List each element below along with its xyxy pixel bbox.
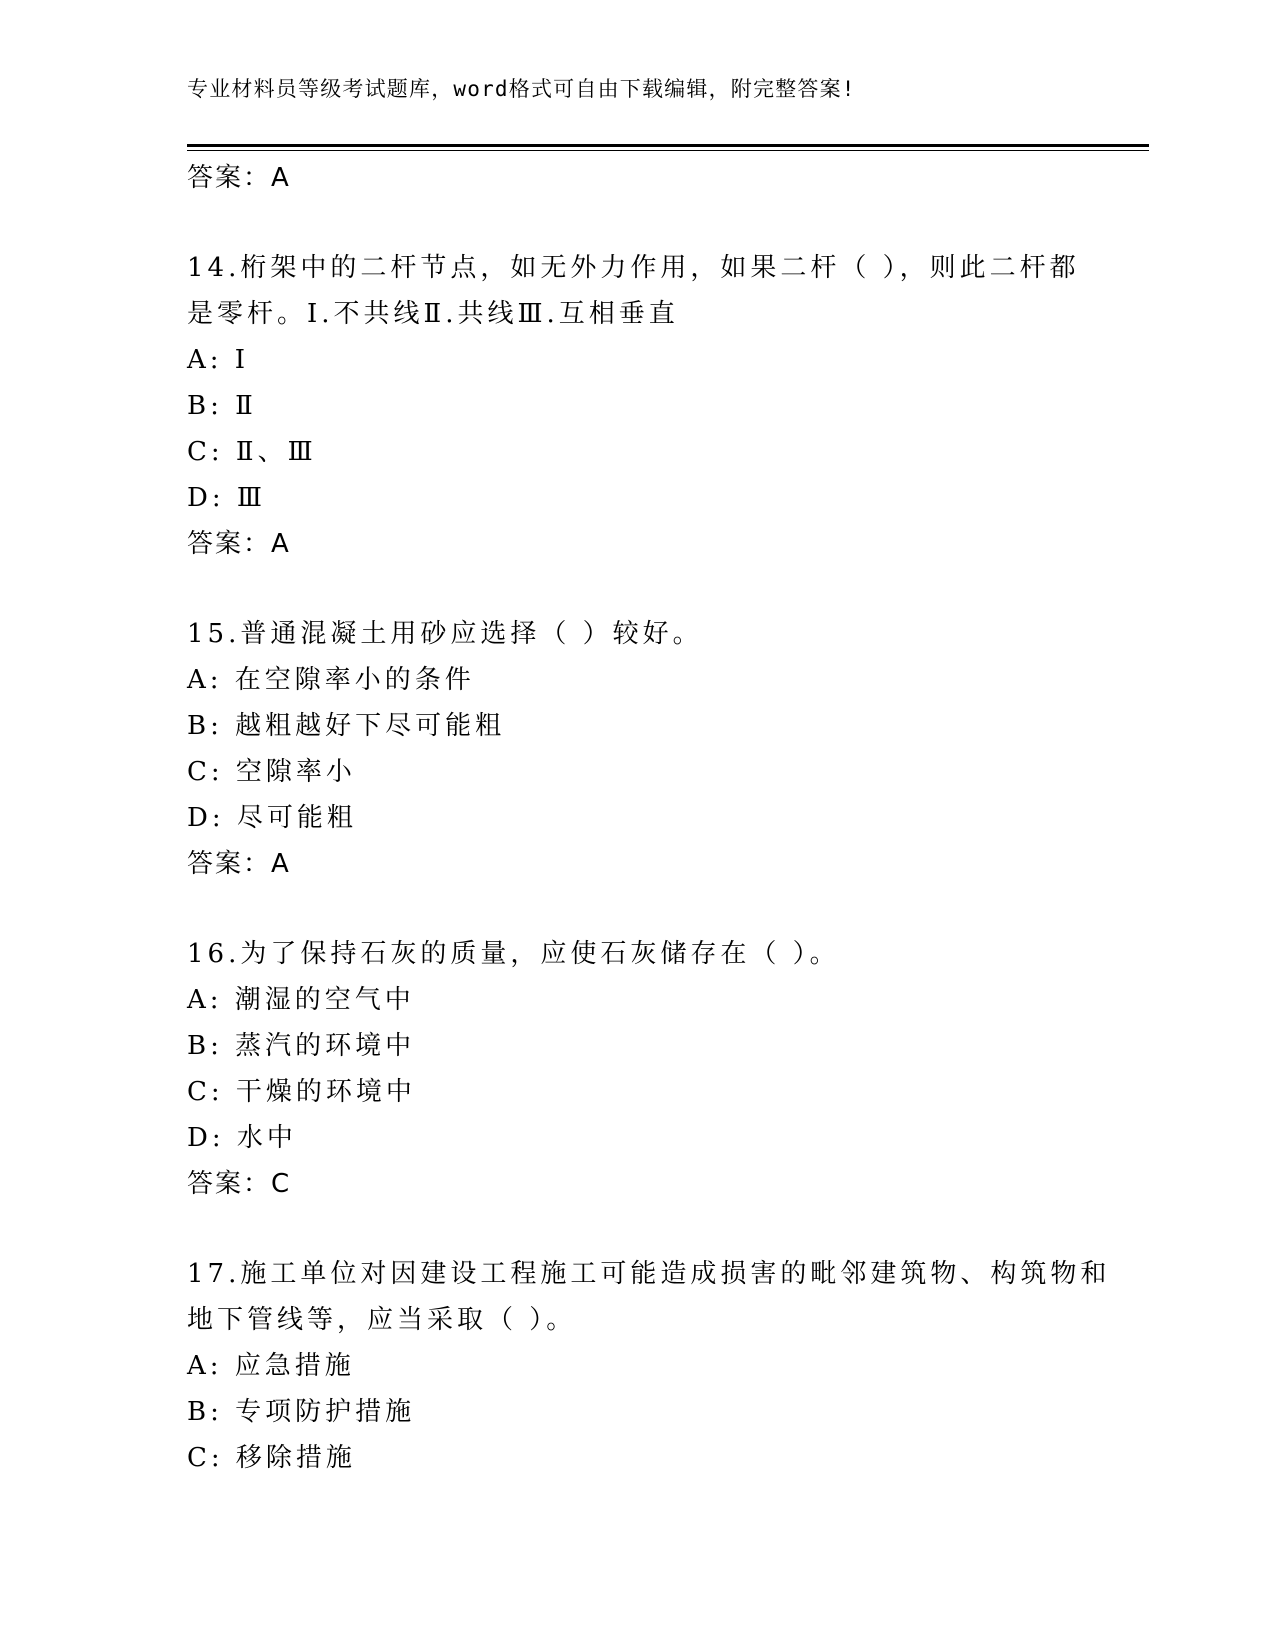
question-stem-line: 14.桁架中的二杆节点，如无外力作用，如果二杆（ ），则此二杆都 xyxy=(187,253,1080,283)
question-17 xyxy=(187,1251,1111,1481)
option-c: C: 干燥的环境中 xyxy=(187,1077,416,1107)
question-stem-line: 是零杆。I.不共线Ⅱ.共线Ⅲ.互相垂直 xyxy=(187,299,679,329)
header-divider-thin xyxy=(187,150,1149,151)
option-d: D: Ⅲ xyxy=(187,483,266,513)
question-15 xyxy=(187,611,1087,887)
option-b: B: 蒸汽的环境中 xyxy=(187,1031,416,1061)
option-c: C: 空隙率小 xyxy=(187,757,356,787)
option-a: A: I xyxy=(187,345,250,375)
question-stem-line: 17.施工单位对因建设工程施工可能造成损害的毗邻建筑物、构筑物和 xyxy=(187,1259,1111,1289)
option-c: C: Ⅱ、Ⅲ xyxy=(187,437,317,467)
option-a: A: 应急措施 xyxy=(187,1351,355,1381)
question-16 xyxy=(187,931,1087,1207)
answer-15: 答案：A xyxy=(187,849,291,879)
answer-14: 答案：A xyxy=(187,529,291,559)
question-14 xyxy=(187,245,1087,567)
question-stem-line: 地下管线等，应当采取（ ）。 xyxy=(187,1305,577,1335)
page-header: 专业材料员等级考试题库，word格式可自由下载编辑，附完整答案! xyxy=(187,77,856,101)
answer-16: 答案：C xyxy=(187,1169,292,1199)
option-a: A: 在空隙率小的条件 xyxy=(187,665,475,695)
option-d: D: 尽可能粗 xyxy=(187,803,357,833)
option-d: D: 水中 xyxy=(187,1123,297,1153)
question-stem-line: 16.为了保持石灰的质量，应使石灰储存在（ ）。 xyxy=(187,939,840,969)
question-stem-line: 15.普通混凝土用砂应选择（ ）较好。 xyxy=(187,619,703,649)
answer-previous: 答案：A xyxy=(187,163,291,193)
document-content xyxy=(187,155,1111,1481)
option-b: B: 越粗越好下尽可能粗 xyxy=(187,711,506,741)
header-divider-thick xyxy=(187,144,1149,147)
option-b: B: 专项防护措施 xyxy=(187,1397,416,1427)
option-a: A: 潮湿的空气中 xyxy=(187,985,415,1015)
option-b: B: Ⅱ xyxy=(187,391,257,421)
option-c: C: 移除措施 xyxy=(187,1443,356,1473)
